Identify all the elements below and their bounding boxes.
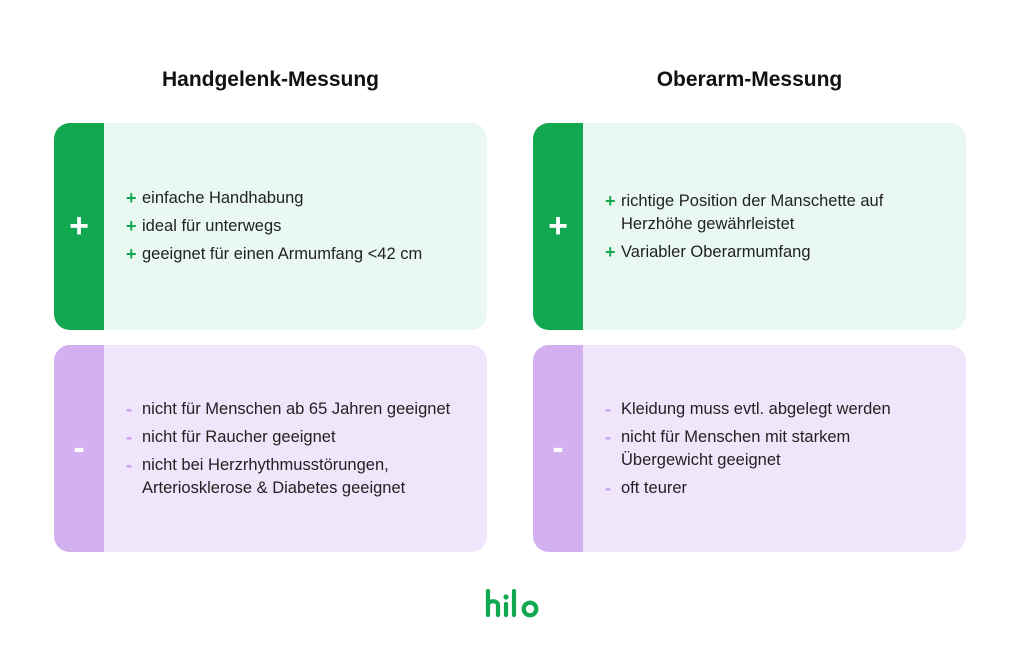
plus-icon: +: [605, 190, 616, 211]
column-title-upper-arm: Oberarm-Messung: [656, 68, 843, 91]
list-item: [126, 187, 465, 210]
list-item-text: einfache Handhabung: [142, 189, 304, 207]
list-item: [605, 241, 944, 264]
list-item-text: ideal für unterwegs: [142, 217, 282, 235]
plus-icon: +: [605, 241, 616, 262]
list-item: [605, 477, 944, 500]
list-item-text: nicht für Menschen mit starkem Übergewicht geeignet: [621, 427, 851, 469]
list-item-text: oft teurer: [621, 478, 688, 497]
list-item-text: geeignet für einen Armumfang <42 cm: [142, 245, 423, 263]
upper-arm-cons-list: [605, 393, 944, 505]
minus-icon: -: [126, 426, 132, 447]
wrist-pros-card: [54, 123, 487, 330]
wrist-cons-list: [126, 393, 465, 505]
list-item: [605, 398, 944, 421]
plus-icon: +: [126, 244, 137, 264]
list-item: [605, 426, 944, 472]
minus-icon: -: [54, 345, 104, 552]
plus-icon: +: [126, 188, 137, 208]
plus-icon: +: [54, 123, 104, 330]
wrist-pros-list: [126, 182, 465, 271]
minus-icon: -: [126, 454, 132, 475]
list-item: [126, 215, 465, 238]
upper-arm-pros-list: [605, 185, 944, 269]
list-item-text: nicht bei Herzrhythmusstörungen, Arteriosklerose & Diabetes geeignet: [142, 455, 406, 497]
list-item: [126, 454, 465, 500]
list-item-text: nicht für Raucher geeignet: [142, 427, 336, 446]
wrist-cons-card: [54, 345, 487, 552]
minus-icon: -: [605, 477, 611, 498]
upper-arm-pros-card: [533, 123, 966, 330]
hilo-logo: [485, 588, 541, 624]
list-item-text: nicht für Menschen ab 65 Jahren geeignet: [142, 399, 451, 418]
minus-icon: -: [126, 398, 132, 419]
minus-icon: -: [605, 398, 611, 419]
list-item: [126, 398, 465, 421]
list-item-text: Variabler Oberarmumfang: [621, 242, 811, 261]
minus-icon: -: [605, 426, 611, 447]
list-item-text: richtige Position der Manschette auf Herzhöhe gewährleistet: [621, 191, 884, 233]
list-item: [126, 243, 465, 266]
plus-icon: +: [126, 216, 137, 236]
list-item: [126, 426, 465, 449]
column-title-wrist: Handgelenk-Messung: [161, 68, 380, 91]
list-item-text: Kleidung muss evtl. abgelegt werden: [621, 399, 891, 418]
minus-icon: -: [533, 345, 583, 552]
list-item: [605, 190, 944, 236]
plus-icon: +: [533, 123, 583, 330]
upper-arm-cons-card: [533, 345, 966, 552]
